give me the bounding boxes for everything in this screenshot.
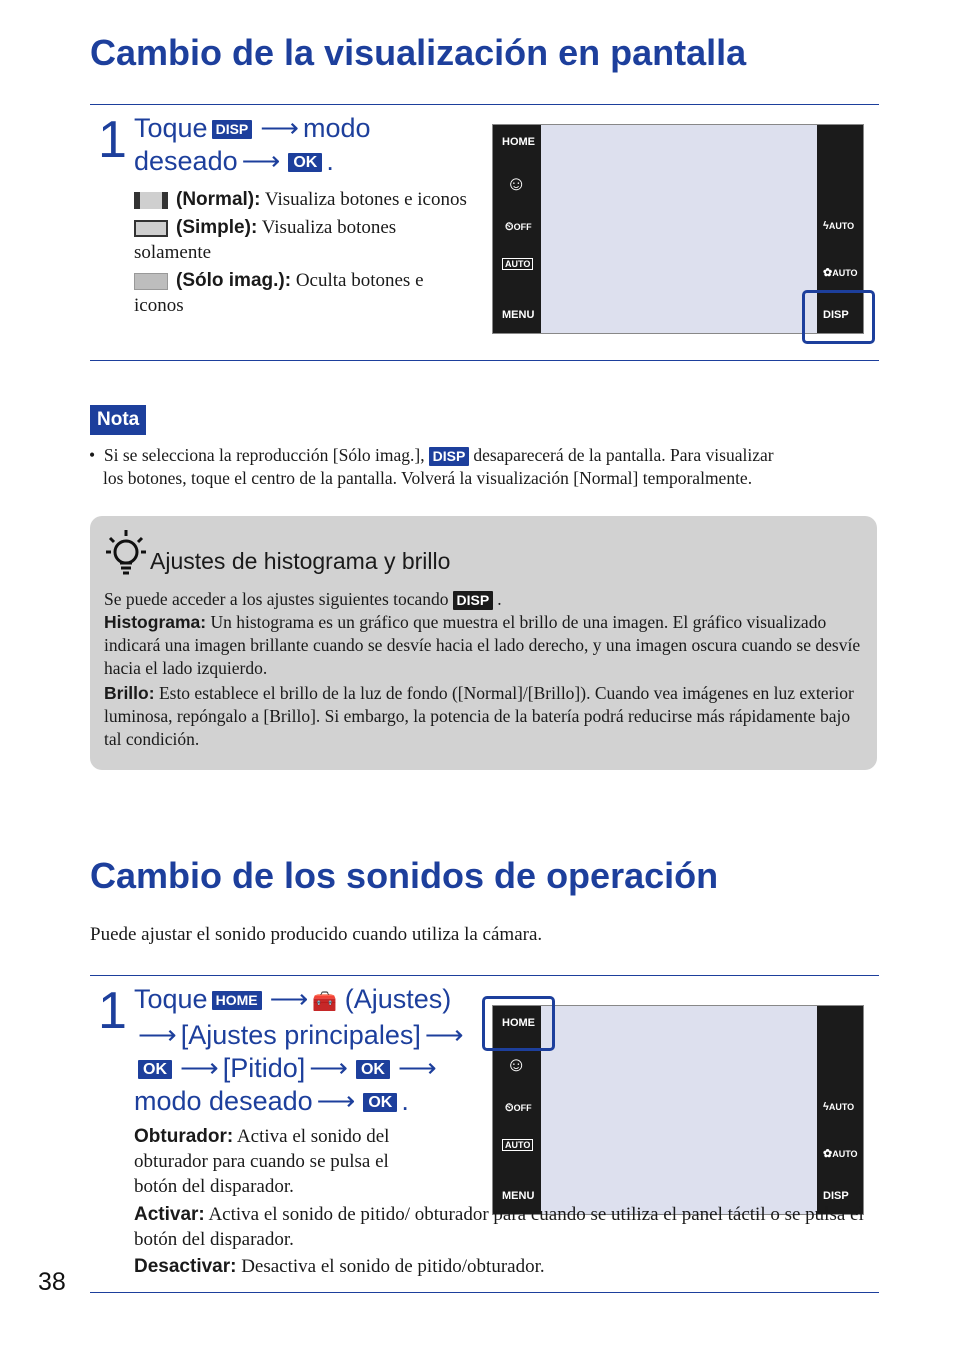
ok-icon: OK [288, 153, 322, 172]
step-text: Toque [134, 984, 208, 1014]
normal-mode-icon [134, 192, 168, 209]
mode-item-solo [134, 268, 474, 318]
tip-title: Ajustes de histograma y brillo [150, 548, 451, 574]
disp-button[interactable]: DISP [823, 309, 849, 321]
option-desactivar [134, 1254, 864, 1279]
tip-content [104, 588, 864, 751]
arrow-icon: ⟶ [180, 1053, 219, 1083]
mode-label: (Simple): [176, 217, 258, 238]
home-button[interactable]: HOME [502, 136, 535, 148]
nota-text [89, 444, 879, 490]
menu-button[interactable]: MENU [502, 1190, 535, 1202]
disp-icon: DISP [429, 447, 470, 466]
option-obturador [134, 1124, 434, 1199]
tip-intro [104, 588, 864, 611]
brightness-text: Esto establece el brillo de la luz de fondo ([Normal]/[Brillo]). Cuando vea imágenes en luz exterior luminosa, repóngalo a [Brillo]. Si embargo, la potencia de la batería podrá reducirse más rápidamente bajo tal condición. [104, 683, 854, 749]
selftimer-icon: ⏲OFF [505, 1102, 532, 1114]
mode-desc: Visualiza botones e iconos [264, 189, 467, 210]
step-text: (Ajustes) [344, 984, 452, 1014]
macro-auto-icon: ✿AUTO [823, 267, 858, 279]
step-text: modo deseado [134, 1086, 313, 1116]
home-highlight [482, 996, 555, 1051]
nota-tag: Nota [90, 405, 146, 435]
step-number: 1 [98, 982, 127, 1040]
mode-desc: Oculta botones e iconos [134, 270, 424, 316]
arrow-icon: ⟶ [269, 984, 309, 1014]
divider [90, 1292, 879, 1293]
brightness-paragraph [104, 682, 864, 751]
tip-box [90, 516, 877, 770]
simple-mode-icon [134, 220, 168, 237]
step-text: Toque [134, 113, 208, 143]
macro-auto-icon: ✿AUTO [823, 1148, 858, 1160]
arrow-icon: ⟶ [424, 1020, 464, 1050]
nota-text-part: los botones, toque el centro de la pantalla. Volverá la visualización [Normal] temporalmente. [103, 468, 753, 488]
sound-options-cont [134, 1202, 864, 1279]
smile-icon: ☺ [506, 1054, 527, 1076]
home-button[interactable]: HOME [502, 1017, 535, 1029]
mode-label: (Sólo imag.): [176, 270, 292, 291]
ok-icon: OK [356, 1060, 390, 1079]
mode-desc: Visualiza botones solamente [134, 217, 397, 263]
image-only-mode-icon [134, 273, 168, 290]
arrow-icon: ⟶ [260, 113, 299, 143]
arrow-icon: ⟶ [397, 1053, 437, 1083]
mode-list [134, 187, 474, 318]
arrow-icon: ⟶ [241, 146, 281, 176]
step-text: [Ajustes principales] [180, 1020, 421, 1050]
section-intro: Puede ajustar el sonido producido cuando utiliza la cámara. [90, 924, 543, 945]
arrow-icon: ⟶ [309, 1053, 348, 1083]
step-instruction [134, 983, 479, 1118]
lightbulb-icon [104, 528, 150, 580]
menu-button[interactable]: MENU [502, 309, 535, 321]
disp-icon: DISP [212, 120, 253, 139]
option-text: Desactiva el sonido de pitido/obturador. [241, 1256, 545, 1277]
ok-icon: OK [138, 1060, 172, 1079]
divider [90, 975, 879, 976]
mode-item-normal [134, 187, 474, 212]
option-text: Activa el sonido del obturador para cuando se pulsa el botón del disparador. [134, 1126, 390, 1197]
section-title-sounds: Cambio de los sonidos de operación [90, 855, 719, 896]
nota-text-part: Si se selecciona la reproducción [Sólo imag.], [103, 445, 425, 465]
histogram-label: Histograma: [104, 612, 207, 632]
bullet: • [89, 445, 96, 465]
mode-item-simple [134, 215, 474, 265]
step-number: 1 [98, 111, 127, 169]
histogram-text: Un histograma es un gráfico que muestra el brillo de una imagen. El gráfico visualizado indicará una imagen brillante cuando se desvíe hacia el lado derecho, y una imagen oscura cuando se desvíe hacia el lado izquierdo. [104, 612, 861, 678]
ok-icon: OK [363, 1093, 397, 1112]
mode-label: (Normal): [176, 189, 261, 210]
nota-text-part: desaparecerá de la pantalla. Para visualizar [473, 445, 774, 465]
tip-intro-text: . [497, 589, 502, 609]
tip-intro-text: Se puede acceder a los ajustes siguientes tocando [104, 589, 449, 609]
flash-auto-icon: ϟAUTO [823, 220, 855, 232]
step-text: [Pitido] [222, 1053, 306, 1083]
step-text: deseado [134, 146, 238, 176]
step-text: . [401, 1086, 409, 1116]
option-label: Activar: [134, 1204, 205, 1225]
section-title-display: Cambio de la visualización en pantalla [90, 32, 747, 73]
scene-auto-icon: AUTO [502, 258, 533, 270]
smile-icon: ☺ [506, 173, 527, 195]
option-text: Activa el sonido de pitido/ obturador para cuando se utiliza el panel táctil o se pulsa el botón del disparador. [134, 1204, 864, 1250]
divider [90, 360, 879, 361]
disp-icon: DISP [453, 591, 494, 610]
divider [90, 104, 879, 105]
arrow-icon: ⟶ [138, 1020, 177, 1050]
flash-auto-icon: ϟAUTO [823, 1101, 855, 1113]
arrow-icon: ⟶ [316, 1086, 356, 1116]
option-activar [134, 1202, 864, 1252]
step-instruction [134, 112, 484, 178]
histogram-paragraph [104, 611, 864, 680]
toolbox-icon: 🧰 [312, 991, 338, 1013]
selftimer-icon: ⏲OFF [505, 221, 532, 233]
sound-options [134, 1124, 434, 1199]
scene-auto-icon: AUTO [502, 1139, 533, 1151]
step-text: . [326, 146, 334, 176]
page-number: 38 [38, 1268, 66, 1296]
option-label: Obturador: [134, 1126, 234, 1147]
disp-highlight [802, 290, 875, 344]
brightness-label: Brillo: [104, 683, 155, 703]
option-label: Desactivar: [134, 1256, 237, 1277]
step-text: modo [302, 113, 371, 143]
disp-button[interactable]: DISP [823, 1190, 849, 1202]
home-icon: HOME [212, 991, 262, 1010]
